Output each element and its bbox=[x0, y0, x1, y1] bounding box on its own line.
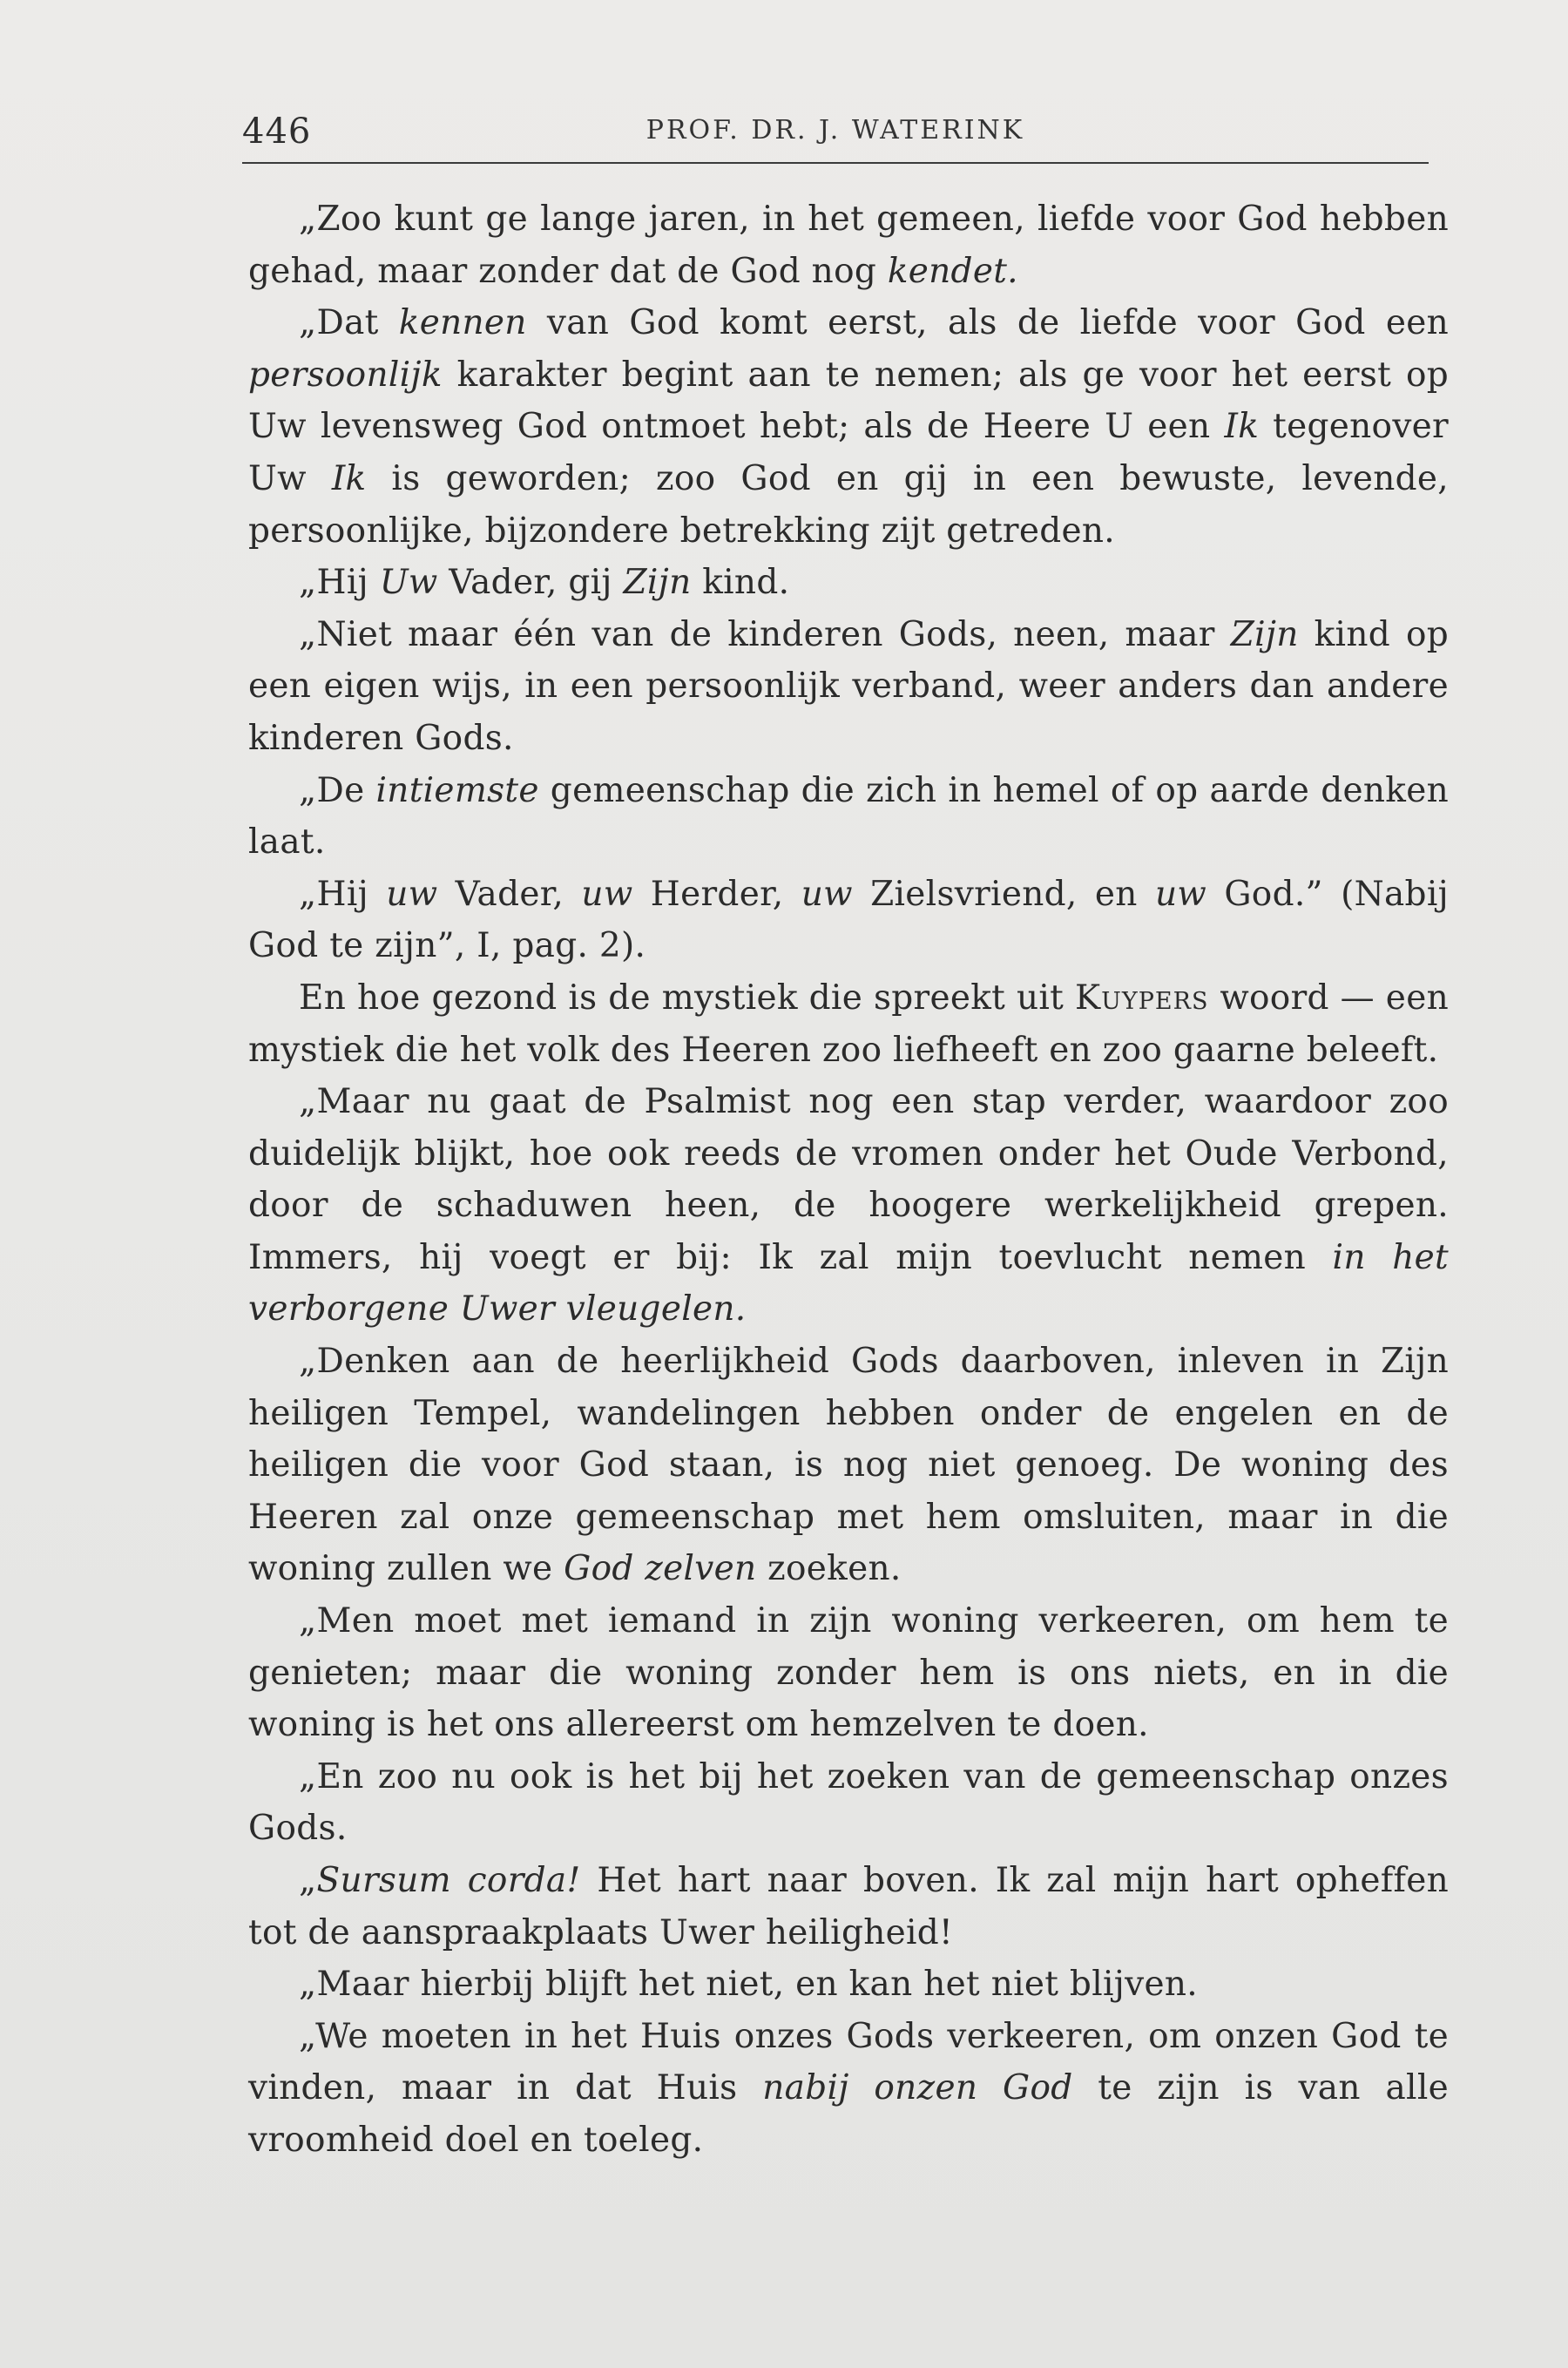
paragraph bbox=[248, 609, 1449, 765]
text-run: Het hart naar boven. Ik zal mijn hart opheffen tot de aanspraakplaats Uwer heiligheid! bbox=[248, 1861, 1449, 1952]
italic-run: uw bbox=[1154, 874, 1207, 914]
text-run: Herder, bbox=[632, 874, 801, 914]
text-run: „Hij bbox=[299, 874, 387, 914]
text-run: woord — een mystiek die het volk des Heeren zoo liefheeft en zoo gaarne beleeft. bbox=[248, 978, 1449, 1070]
body-text bbox=[248, 193, 1449, 2167]
text-run: „Maar nu gaat de Psalmist nog een stap verder, waardoor zoo duidelijk blijkt, hoe ook reeds de vromen onder het Oude Verbond, door de schaduwen heen, de hoogere werkelijkheid grepen. Immers, hij voegt er bij: Ik zal mijn toevlucht nemen bbox=[248, 1082, 1449, 1277]
text-run: Vader, bbox=[437, 874, 582, 914]
text-run: gemeenschap die zich in hemel of op aarde denken laat. bbox=[248, 770, 1449, 863]
text-run: „Maar hierbij blijft het niet, en kan het niet blijven. bbox=[299, 1965, 1198, 2005]
text-run: Vader, gij bbox=[437, 563, 624, 603]
text-run: van God komt eerst, als de liefde voor God een bbox=[526, 303, 1450, 343]
text-run: tegenover Uw bbox=[248, 407, 1449, 498]
text-run: te zijn is van alle vroomheid doel en toeleg. bbox=[248, 2068, 1449, 2160]
italic-run: uw bbox=[581, 874, 633, 914]
page-number: 446 bbox=[242, 112, 312, 152]
paragraph bbox=[248, 2011, 1449, 2167]
paragraph bbox=[248, 1595, 1449, 1751]
paragraph bbox=[248, 1076, 1449, 1336]
paragraph bbox=[248, 765, 1449, 869]
italic-run: intiemste bbox=[375, 770, 539, 810]
italic-run: Ik bbox=[331, 458, 367, 498]
italic-run: kendet. bbox=[887, 251, 1018, 291]
paragraph bbox=[248, 1751, 1449, 1855]
paragraph bbox=[248, 1336, 1449, 1595]
text-run: „En zoo nu ook is het bij het zoeken van de gemeenschap onzes Gods. bbox=[248, 1756, 1449, 1849]
italic-run: nabij onzen God bbox=[762, 2068, 1073, 2108]
paragraph bbox=[248, 193, 1449, 297]
italic-run: in het verborgene Uwer vleugelen. bbox=[248, 1237, 1449, 1329]
paragraph bbox=[248, 869, 1449, 972]
text-run: „Niet maar één van de kinderen Gods, neen, maar bbox=[299, 614, 1231, 654]
text-run: kind. bbox=[691, 563, 790, 603]
italic-run: Zijn bbox=[1230, 614, 1299, 654]
paragraph bbox=[248, 297, 1449, 557]
italic-run: uw bbox=[386, 874, 438, 914]
text-run: „De bbox=[299, 770, 376, 810]
italic-run: Sursum corda! bbox=[316, 1861, 581, 1900]
text-run: zoeken. bbox=[756, 1549, 902, 1589]
italic-run: persoonlijk bbox=[248, 355, 443, 395]
text-run: „Men moet met iemand in zijn woning verkeeren, om hem te genieten; maar die woning zonder hem is ons niets, en in die woning is het ons allereerst om hemzelven te doen. bbox=[248, 1601, 1449, 1745]
paragraph bbox=[248, 1855, 1449, 1959]
text-run: kind op een eigen wijs, in een persoonlijk verband, weer anders dan andere kinderen Gods. bbox=[248, 614, 1450, 758]
text-run: God.” (Nabij God te zijn”, I, pag. 2). bbox=[248, 874, 1449, 966]
italic-run: God zelven bbox=[564, 1549, 757, 1589]
text-run: „Denken aan de heerlijkheid Gods daarboven, inleven in Zijn heiligen Tempel, wandelingen hebben onder de engelen en de heiligen die voor God staan, is nog niet genoeg. De woning des Heeren zal onze gemeenschap met hem omsluiten, maar in die woning zullen we bbox=[248, 1342, 1449, 1589]
paragraph bbox=[248, 557, 1449, 609]
text-run: „Dat bbox=[299, 303, 399, 343]
italic-run: Uw bbox=[379, 563, 438, 603]
header-rule bbox=[242, 162, 1429, 164]
text-run: is geworden; zoo God en gij in een bewuste, levende, persoonlijke, bijzondere betrekking zijt getreden. bbox=[248, 458, 1449, 551]
small-caps-run: Kuypers bbox=[1075, 978, 1209, 1018]
italic-run: Zijn bbox=[623, 563, 692, 603]
text-run: „Zoo kunt ge lange jaren, in het gemeen, liefde voor God hebben gehad, maar zonder dat de God nog bbox=[248, 200, 1449, 291]
text-run: „ bbox=[299, 1861, 317, 1900]
paragraph bbox=[248, 1959, 1449, 2011]
paragraph bbox=[248, 972, 1449, 1076]
italic-run: uw bbox=[801, 874, 853, 914]
text-run: „Hij bbox=[299, 563, 380, 603]
text-run: Zielsvriend, en bbox=[852, 874, 1155, 914]
running-head: PROF. DR. J. WATERINK bbox=[645, 115, 1025, 145]
page-header bbox=[242, 112, 1429, 173]
text-run: „We moeten in het Huis onzes Gods verkeeren, om onzen God te vinden, maar in dat Huis bbox=[248, 2016, 1449, 2108]
italic-run: Ik bbox=[1224, 407, 1260, 447]
text-run: En hoe gezond is de mystiek die spreekt uit bbox=[299, 978, 1076, 1018]
text-run: karakter begint aan te nemen; als ge voor het eerst op Uw levensweg God ontmoet hebt; als de Heere U een bbox=[248, 355, 1449, 447]
italic-run: kennen bbox=[398, 303, 527, 343]
